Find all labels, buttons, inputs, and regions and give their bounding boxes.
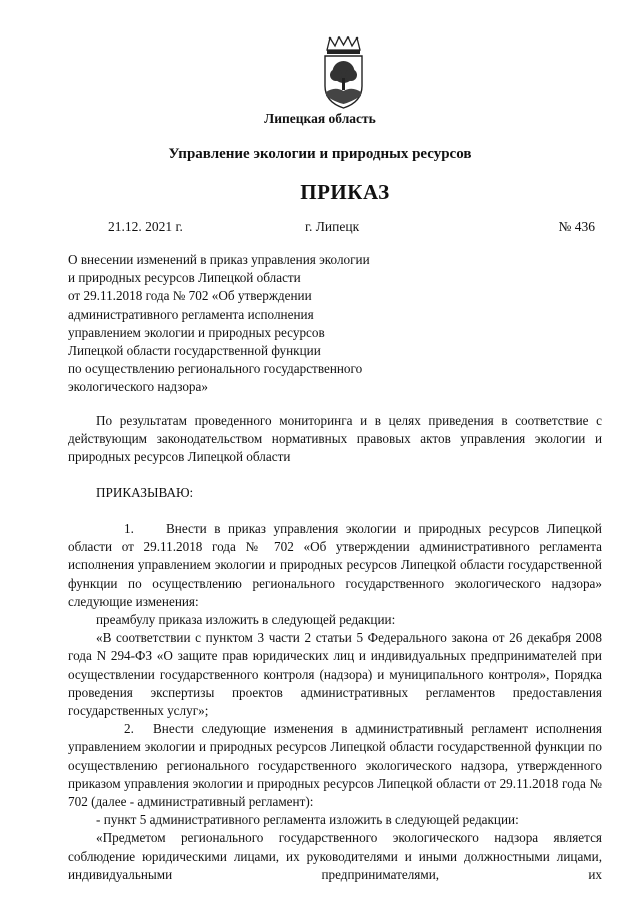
order-items xyxy=(68,520,602,884)
item-1-number: 1. xyxy=(124,521,134,536)
region-title: Липецкая область xyxy=(264,111,376,126)
subject-line: по осуществлению регионального государственного xyxy=(68,361,363,377)
intro-paragraph: По результатам проведенного мониторинга и в целях приведения в соответствие с действующим законодательством нормативных правовых актов управления экологии и природных ресурсов Липецкой области xyxy=(68,413,602,465)
item-2-quote: «Предметом регионального государственного экологического надзора является соблюдение юридическими лицами, их руководителями и иными должностными лицами, индивидуальными предпринимателями, их xyxy=(68,830,602,882)
order-number: № 436 xyxy=(558,219,595,234)
item-1-subpoint: преамбулу приказа изложить в следующей редакции: xyxy=(96,612,396,628)
subject-line: административного регламента исполнения xyxy=(68,306,314,322)
order-city: г. Липецк xyxy=(305,219,360,234)
subject-line: от 29.11.2018 года № 702 «Об утверждении xyxy=(68,288,312,304)
order-subject xyxy=(68,251,448,397)
order-date: 21.12. 2021 г. xyxy=(108,219,183,234)
subject-line: и природных ресурсов Липецкой области xyxy=(68,270,301,286)
item-1 xyxy=(68,520,602,611)
document-type-title: ПРИКАЗ xyxy=(300,180,390,204)
department-title: Управление экологии и природных ресурсов xyxy=(168,146,472,162)
item-1-quote: «В соответствии с пунктом 3 части 2 статьи 5 Федерального закона от 26 декабря 2008 года N 294-ФЗ «О защите прав юридических лиц и индивидуальных предпринимателей при осуществлении государственного контроля (надзора) и муниципального контроля», Порядка проведения экспертизы проектов административных регламентов предоставления государственных услуг»; xyxy=(68,630,602,719)
item-2-subpoint: - пункт 5 административного регламента изложить в следующей редакции: xyxy=(96,812,519,828)
item-1-text: Внести в приказ управления экологии и природных ресурсов Липецкой области от 29.11.2018 года № 702 «Об утверждении административного регламента исполнения управлением экологии и природных ресурсов Липецкой области государственной функции по осуществлению регионального государственного экологического надзора» следующие изменения: xyxy=(68,521,602,609)
coat-of-arms-emblem xyxy=(321,36,366,109)
subject-line: О внесении изменений в приказ управления экологии xyxy=(68,252,370,267)
subject-line: Липецкой области государственной функции xyxy=(68,343,321,359)
item-2 xyxy=(68,720,602,811)
subject-line: управлением экологии и природных ресурсов xyxy=(68,324,325,340)
item-2-number: 2. xyxy=(124,721,134,737)
subject-line: экологического надзора» xyxy=(68,379,208,395)
order-directive: ПРИКАЗЫВАЮ: xyxy=(96,485,194,500)
item-2-text: Внести следующие изменения в административный регламент исполнения управлением экологии и природных ресурсов Липецкой области государственной функции по осуществлению регионального государственного экологического надзора, утвержденного приказом управления экологии и природных ресурсов Липецкой области от 29.11.2018 года № 702 (далее - административный регламент): xyxy=(68,721,602,810)
